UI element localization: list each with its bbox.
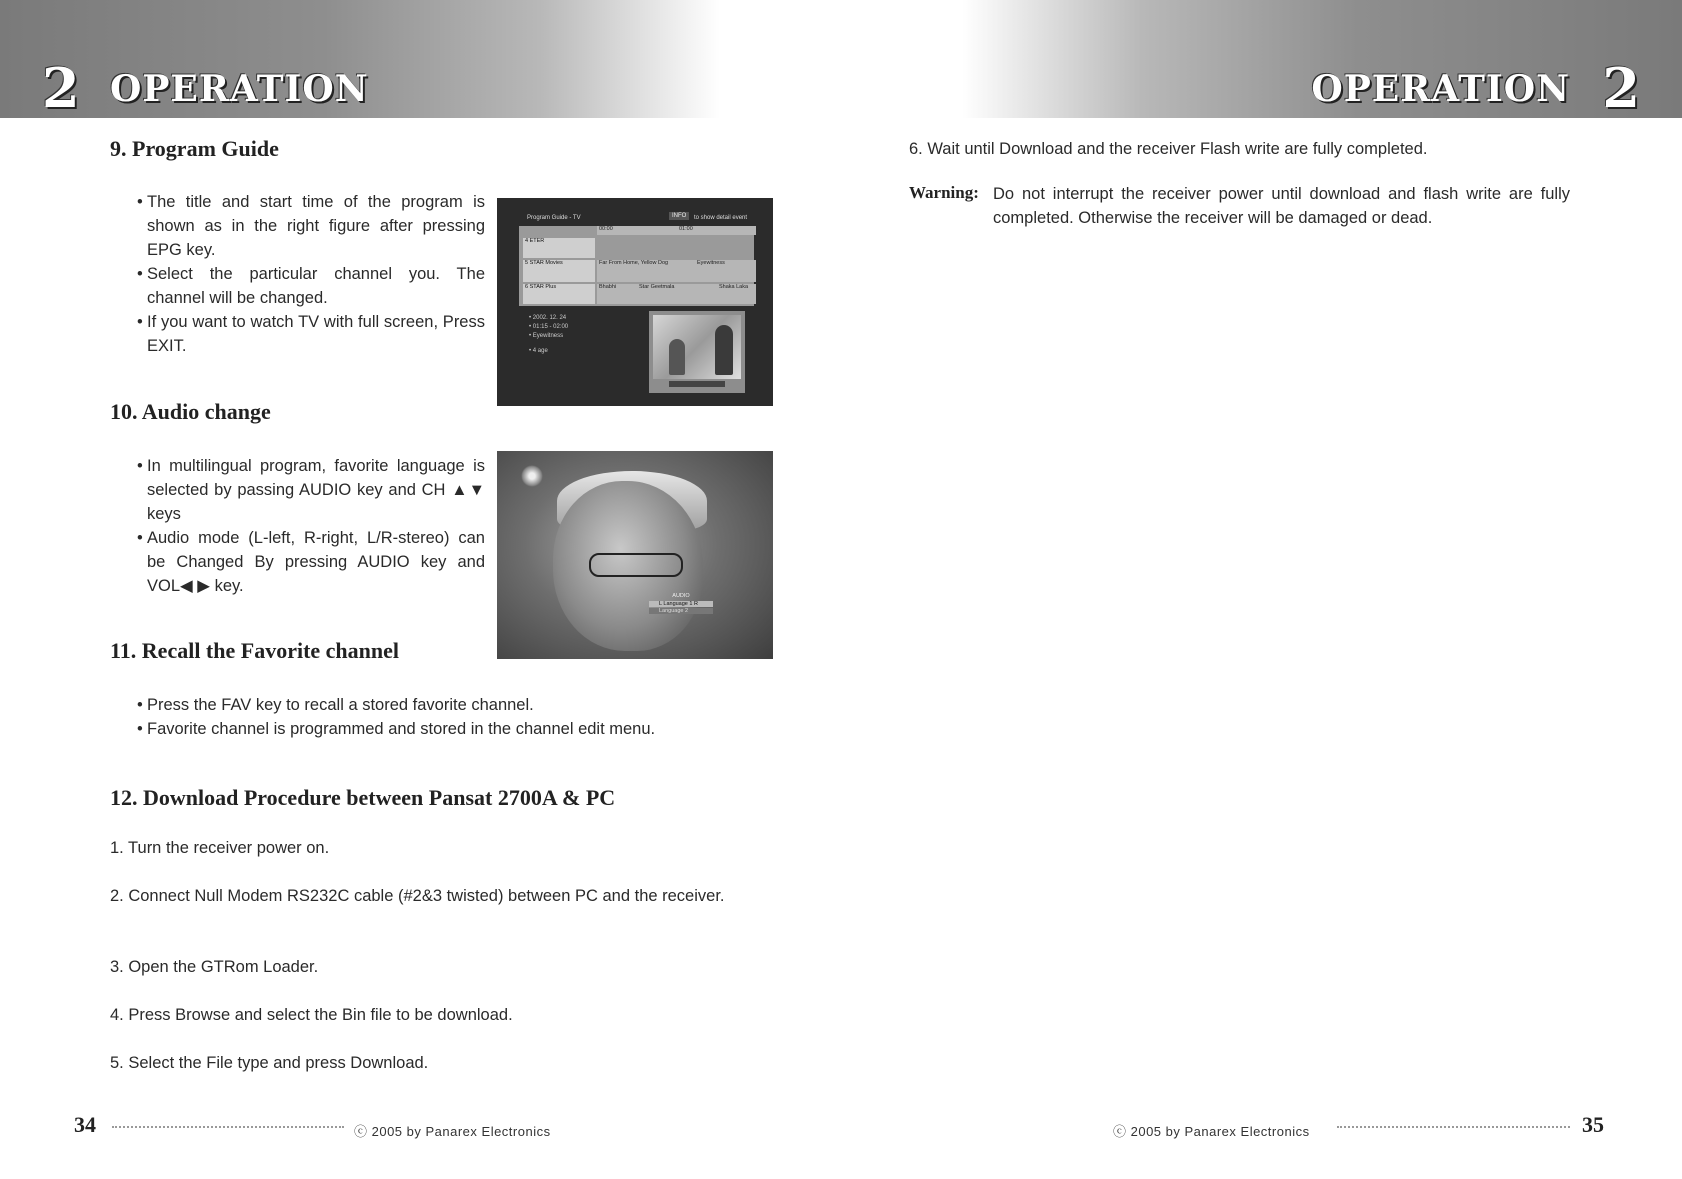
audio-menu: AUDIO L Language 1 R Language 2	[649, 593, 713, 614]
right-copyright: ⓒ 2005 by Panarex Electronics	[1113, 1124, 1310, 1139]
left-chapter-banner	[0, 0, 720, 118]
audio-option: L Language 1 R	[649, 601, 713, 607]
preview-scene	[653, 315, 741, 379]
audio-change-screenshot	[497, 451, 773, 659]
audio-change-heading: 10. Audio change	[110, 399, 271, 424]
program-guide-bullet: • Select the particular channel you. The channel will be changed.	[137, 265, 485, 307]
right-chapter-banner	[962, 0, 1682, 118]
program-guide-screenshot	[497, 198, 773, 406]
program-guide-bullet: • The title and start time of the program is shown as in the right figure after pressing EPG key.	[137, 193, 485, 259]
right-footer-leader	[1337, 1126, 1570, 1128]
program-guide-heading: 9. Program Guide	[110, 136, 279, 161]
epg-time: 00:00	[597, 226, 677, 235]
epg-time: 01:00	[677, 226, 756, 235]
download-step: 1. Turn the receiver power on.	[110, 839, 330, 857]
recall-favorite-bullet: • Favorite channel is programmed and stored in the channel edit menu.	[137, 720, 656, 738]
right-page-number: 35	[1582, 1112, 1604, 1137]
epg-channel: 4 ETER	[523, 238, 595, 258]
recall-favorite-bullet: • Press the FAV key to recall a stored favorite channel.	[137, 696, 534, 714]
download-step: 3. Open the GTRom Loader.	[110, 958, 319, 976]
download-step: 4. Press Browse and select the Bin file to be download.	[110, 1006, 513, 1024]
channel-logo-icon	[521, 465, 543, 487]
epg-grid	[519, 226, 754, 306]
download-step-6: 6. Wait until Download and the receiver Flash write are fully completed.	[909, 140, 1428, 158]
epg-program: Shaka Laka	[717, 284, 756, 304]
audio-change-bullet: • In multilingual program, favorite language is selected by passing AUDIO key and CH ▲▼ keys	[137, 457, 485, 523]
epg-program: Bhabhi	[597, 284, 637, 304]
left-copyright: ⓒ 2005 by Panarex Electronics	[354, 1124, 551, 1139]
warning-text: Do not interrupt the receiver power until download and flash write are fully completed. Otherwise the receiver will be damaged or dead.	[993, 185, 1570, 227]
program-guide-bullet: • If you want to watch TV with full screen, Press EXIT.	[137, 313, 485, 355]
epg-preview-window	[649, 311, 745, 393]
epg-program: Far From Home, Yellow Dog	[597, 260, 695, 282]
epg-program: Star Geetmala	[637, 284, 717, 304]
epg-program: Eyewitness	[695, 260, 756, 282]
glasses	[589, 553, 683, 577]
left-footer-leader	[112, 1126, 344, 1128]
right-chapter-title: OPERATION	[1311, 68, 1570, 110]
left-chapter-title: OPERATION	[110, 68, 369, 110]
warning-label: Warning:	[909, 183, 979, 202]
audio-change-bullet: • Audio mode (L-left, R-right, L/R-stereo) can be Changed By pressing AUDIO key and VOL◀ ▶ key.	[137, 529, 485, 595]
epg-channel: 6 STAR Plus	[523, 284, 595, 304]
epg-info-hint: to show detail event	[694, 215, 748, 221]
left-page-number: 34	[74, 1112, 96, 1137]
epg-details: • 2002. 12. 24 • 01:15 - 02:00 • Eyewitness • 4 age	[529, 315, 569, 354]
epg-info-key: INFO	[669, 212, 689, 220]
recall-favorite-heading: 11. Recall the Favorite channel	[110, 638, 400, 663]
epg-channel: 5 STAR Movies	[523, 260, 595, 282]
download-step: 5. Select the File type and press Download.	[110, 1054, 429, 1072]
right-chapter-number: 2	[1602, 56, 1640, 120]
epg-title: Program Guide - TV	[527, 215, 581, 221]
left-chapter-number: 2	[42, 56, 80, 120]
audio-option: Language 2	[649, 608, 713, 614]
download-step: 2. Connect Null Modem RS232C cable (#2&3 twisted) between PC and the receiver.	[110, 887, 725, 905]
download-heading: 12. Download Procedure between Pansat 2700A & PC	[110, 785, 616, 810]
